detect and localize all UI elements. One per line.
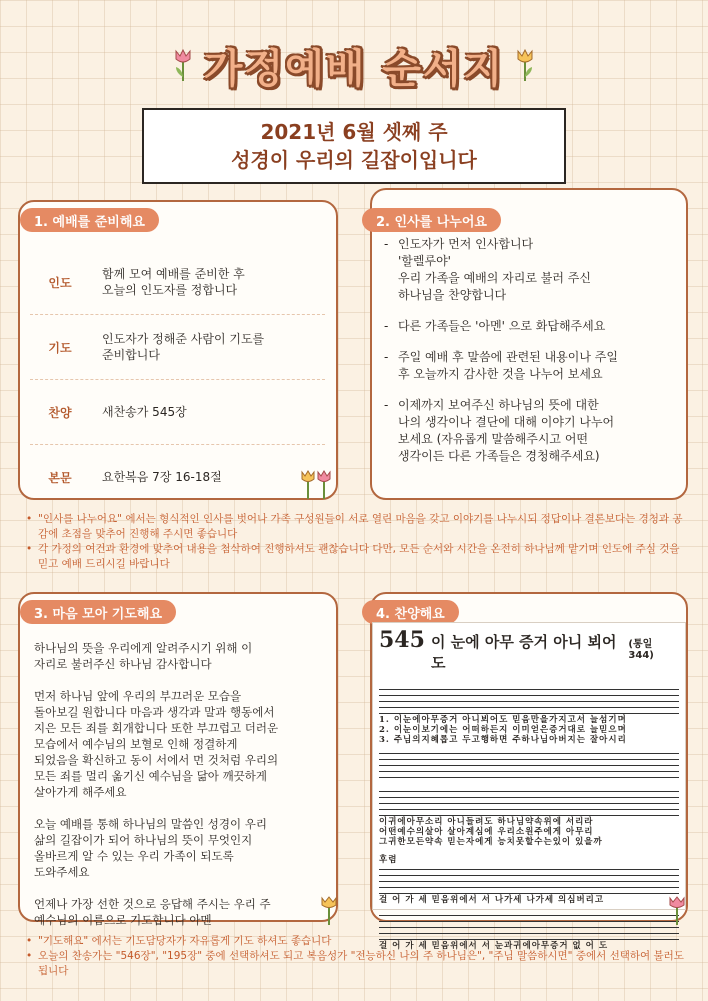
hymn-old-number: (통일 344) [628, 639, 654, 661]
note-item: • 각 가정의 여건과 환경에 맞추어 내용을 첨삭하여 진행하셔도 괜찮습니다 다만, 모든 순서와 시간을 온전히 하나님께 맡기며 인도에 주실 것을 믿고 예배 드리시길 바랍니다 [24, 542, 684, 572]
hymn-number: 545 [379, 627, 425, 653]
notes-greeting [24, 512, 684, 572]
note-item: • 오늘의 찬송가는 "546장", "195장" 중에 선택하셔도 되고 복음성가 "전능하신 나의 주 하나님은", "주님 말씀하시면" 중에서 선택하여 불러도 됩니다 [24, 949, 684, 979]
prepare-row [30, 380, 325, 444]
greeting-list [384, 236, 680, 479]
prayer-paragraph: 오늘 예배를 통해 하나님의 말씀인 성경이 우리 삶의 길잡이가 되어 하나님의 뜻이 무엇인지 올바르게 알 수 있는 우리 가족이 되도록 도와주세요 [34, 817, 268, 879]
hymn-header [379, 627, 679, 673]
page-title: 가정예배 순서지 [203, 45, 505, 92]
theme-line: 성경이 우리의 길잡이입니다 [231, 148, 477, 172]
hymn-sheet [372, 622, 686, 951]
tulip-icon [514, 47, 536, 83]
note-item: • "기도해요" 에서는 기도담당자가 자유롭게 기도 하셔도 좋습니다 [24, 934, 684, 949]
music-staff [379, 685, 679, 715]
prayer-text [34, 640, 330, 944]
row-value: 요한복음 7장 16-18절 [102, 470, 222, 484]
verse-line: 3. 주님의지혜롭고 두고행하면 주하나님아버지는 잘아시리 [379, 735, 627, 745]
tulip-icon [318, 896, 340, 926]
title-row [0, 30, 708, 100]
prayer-paragraph: 먼저 하나님 앞에 우리의 부끄러운 모습을 돌아보길 원합니다 마음과 생각과 말과 행동에서 지은 모든 죄를 회개합니다 또한 부끄럽고 더러운 모습에서 예수님의 보혈로 인해 정결하게 되었음을 확신하고 동이 서에서 먼 것처럼 우리의 모든 죄를 멀리 옮기신 예수님을 닮아 깨끗하게 살아가게 해주세요 [34, 689, 279, 799]
prepare-table [30, 250, 325, 509]
section-greeting-tab: 2. 인사를 나누어요 [362, 208, 501, 232]
section-hymn-tab: 4. 찬양해요 [362, 600, 459, 624]
row-value: 인도자가 정해준 사람이 기도를 준비합니다 [102, 332, 265, 362]
note-item: • "인사를 나누어요" 에서는 형식적인 인사를 벗어나 가족 구성원들이 서로 열린 마음을 갖고 이야기를 나누시되 정답이나 결론보다는 경청과 공감에 초점을 맞추어 진행해 주시면 좋습니다 [24, 512, 684, 542]
verse-line: 어떤예수의살아 살아계심에 우리소원주에게 아무리 [379, 827, 594, 837]
row-label: 찬양 [48, 405, 72, 420]
hymn-title: 이 눈에 아무 증거 아니 뵈어도 [430, 633, 617, 672]
notes-prayer [24, 934, 684, 979]
tulip-pair-icon [296, 470, 336, 500]
section-prayer-tab: 3. 마음 모아 기도해요 [20, 600, 176, 624]
refrain-label: 후렴 [379, 855, 398, 865]
date-line: 2021년 6월 셋째 주 [260, 120, 448, 144]
tulip-icon [172, 47, 194, 83]
list-item: - 주일 예배 후 말씀에 관련된 내용이나 주일 후 오늘까지 감사한 것을 나누어 보세요 [384, 349, 680, 383]
refrain-line: 걸 어 가 세 믿음위에서 서 눈과귀에아무증거 없 어 도 [379, 941, 609, 951]
prepare-row [30, 315, 325, 379]
verse-line: 이귀에아무소리 아니들려도 하나님약속위에 서리라 [379, 817, 594, 827]
row-value: 함께 모여 예배를 준비한 후 오늘의 인도자를 정합니다 [102, 267, 245, 297]
prepare-row [30, 250, 325, 314]
list-item: - 다른 가족들은 '아멘' 으로 화답해주세요 [384, 318, 680, 335]
music-staff [379, 787, 679, 817]
section-prepare-tab: 1. 예배를 준비해요 [20, 208, 159, 232]
tulip-icon [666, 896, 688, 926]
verse-line: 그귀한모든약속 믿는자에게 능치못할수는있이 있을까 [379, 837, 603, 847]
row-label: 기도 [48, 340, 72, 355]
prayer-paragraph: 하나님의 뜻을 우리에게 알려주시기 위해 이 자리로 불러주신 하나님 감사합니다 [34, 641, 253, 671]
prayer-paragraph: 언제나 가장 선한 것으로 응답해 주시는 우리 주 예수님의 이름으로 기도합니다 아멘 [34, 897, 271, 927]
row-label: 인도 [48, 275, 72, 290]
music-staff [379, 749, 679, 779]
list-item: - 인도자가 먼저 인사합니다 '할렐루야' 우리 가족을 예배의 자리로 불러 주신 하나님을 찬양합니다 [384, 236, 680, 304]
prepare-row [30, 445, 325, 509]
music-staff [379, 865, 679, 895]
verse-line: 1. 이눈에아무증거 아니뵈어도 믿음만을가지고서 늘섬기며 [379, 715, 627, 725]
refrain-line: 걸 어 가 세 믿음위에서 서 나가세 나가세 의심버리고 [379, 895, 605, 905]
verse-line: 2. 이눈이보기에는 어떠하든지 이미얻은증거대로 늘믿으며 [379, 725, 627, 735]
list-item: - 이제까지 보여주신 하나님의 뜻에 대한 나의 생각이나 결단에 대해 이야기 나누어 보세요 (자유롭게 말씀해주시고 어떤 생각이든 다른 가족들은 경청해주세요) [384, 397, 680, 465]
row-label: 본문 [48, 470, 72, 485]
subtitle-box [142, 108, 566, 184]
row-value: 새찬송가 545장 [102, 405, 187, 419]
